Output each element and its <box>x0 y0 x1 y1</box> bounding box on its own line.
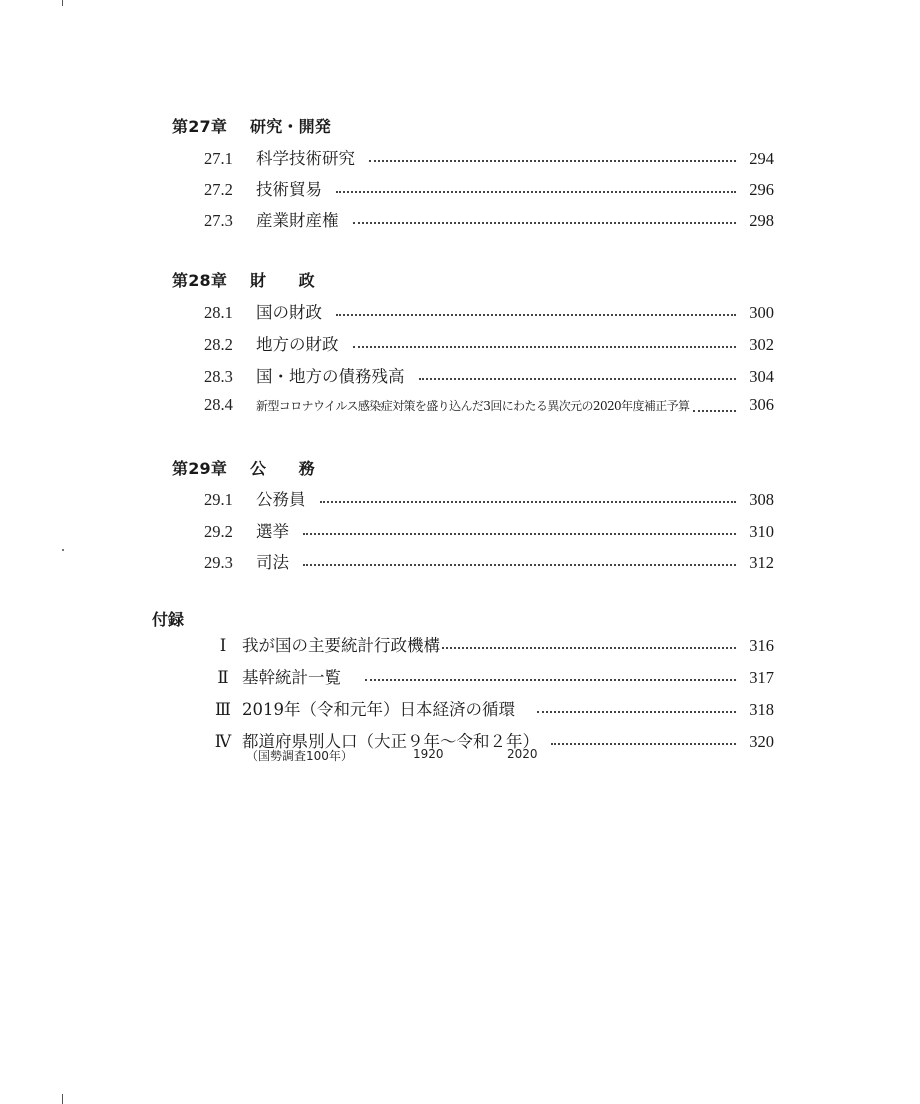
page-number: 317 <box>749 668 774 687</box>
appendix-number: Ⅰ <box>219 636 227 655</box>
appendix-entry[interactable] <box>204 632 774 654</box>
chapter-title: 公 務 <box>250 459 315 478</box>
page-number: 308 <box>749 490 774 509</box>
section-title: 司法 <box>256 553 289 572</box>
toc-entry[interactable] <box>204 331 774 353</box>
dot-leader <box>419 377 737 380</box>
appendix-entry[interactable] <box>204 664 774 686</box>
chapter-heading-29 <box>172 456 315 479</box>
chapter-heading-27 <box>172 114 331 137</box>
toc-entry[interactable] <box>204 395 774 417</box>
appendix-subnote: （国勢調査100年） <box>246 749 353 763</box>
toc-entry[interactable] <box>204 207 774 229</box>
chapter-heading-28 <box>172 268 315 291</box>
chapter-number: 第27章 <box>172 117 228 136</box>
dot-leader <box>336 190 736 193</box>
dot-leader <box>537 710 736 713</box>
section-number: 29.1 <box>204 490 233 509</box>
chapter-title: 財 政 <box>250 271 315 290</box>
appendix-heading: 付録 <box>152 610 185 629</box>
page-number: 296 <box>749 180 774 199</box>
page-number: 316 <box>749 636 774 655</box>
section-title: 選挙 <box>256 522 289 541</box>
appendix-number: Ⅲ <box>215 700 231 719</box>
toc-entry[interactable] <box>204 549 774 571</box>
section-number: 28.3 <box>204 367 233 386</box>
section-number: 28.4 <box>204 395 233 414</box>
year-note-end: 2020 <box>507 747 538 761</box>
section-number: 27.1 <box>204 149 233 168</box>
section-number: 29.2 <box>204 522 233 541</box>
page-number: 294 <box>749 149 774 168</box>
page-number: 318 <box>749 700 774 719</box>
page-number: 304 <box>749 367 774 386</box>
section-number: 28.1 <box>204 303 233 322</box>
section-title: 技術貿易 <box>256 180 322 199</box>
appendix-item-title: 2019年（令和元年）日本経済の循環 <box>242 700 515 719</box>
crop-mark-top <box>62 0 63 6</box>
dot-leader <box>551 742 736 745</box>
toc-entry[interactable] <box>204 486 774 508</box>
dot-leader <box>353 345 737 348</box>
page-number: 320 <box>749 732 774 751</box>
toc-entry[interactable] <box>204 299 774 321</box>
toc-entry[interactable] <box>204 145 774 167</box>
year-note-start: 1920 <box>413 747 444 761</box>
appendix-entry[interactable] <box>204 696 774 718</box>
section-number: 28.2 <box>204 335 233 354</box>
section-title: 公務員 <box>256 490 306 509</box>
page-number: 306 <box>749 395 774 414</box>
page-number: 302 <box>749 335 774 354</box>
dot-leader <box>369 159 736 162</box>
section-title: 国・地方の債務残高 <box>256 367 405 386</box>
dot-leader <box>442 646 736 649</box>
section-title: 地方の財政 <box>256 335 339 354</box>
toc-entry[interactable] <box>204 363 774 385</box>
page-number: 310 <box>749 522 774 541</box>
crop-mark-dot <box>62 549 64 551</box>
chapter-number: 第28章 <box>172 271 228 290</box>
page-number: 312 <box>749 553 774 572</box>
appendix-number: Ⅳ <box>214 732 232 751</box>
appendix-number: Ⅱ <box>217 668 229 687</box>
section-number: 27.3 <box>204 211 233 230</box>
chapter-title: 研究・開発 <box>250 117 332 136</box>
section-number: 29.3 <box>204 553 233 572</box>
appendix-item-title: 基幹統計一覧 <box>242 668 341 687</box>
chapter-number: 第29章 <box>172 459 228 478</box>
dot-leader <box>336 313 736 316</box>
dot-leader <box>303 532 736 535</box>
dot-leader <box>353 221 737 224</box>
dot-leader <box>303 563 736 566</box>
page-number: 300 <box>749 303 774 322</box>
appendix-item-title: 都道府県別人口（大正９年～令和２年） <box>242 732 539 751</box>
dot-leader <box>365 678 736 681</box>
dot-leader <box>320 500 737 503</box>
section-title: 科学技術研究 <box>256 149 355 168</box>
section-title: 新型コロナウイルス感染症対策を盛り込んだ3回にわたる異次元の2020年度補正予算 <box>256 399 690 413</box>
section-title: 産業財産権 <box>256 211 339 230</box>
section-title: 国の財政 <box>256 303 322 322</box>
dot-leader <box>693 409 736 412</box>
toc-entry[interactable] <box>204 176 774 198</box>
section-number: 27.2 <box>204 180 233 199</box>
toc-entry[interactable] <box>204 518 774 540</box>
appendix-item-title: 我が国の主要統計行政機構 <box>242 636 440 655</box>
page-number: 298 <box>749 211 774 230</box>
crop-mark-bottom <box>62 1094 63 1104</box>
